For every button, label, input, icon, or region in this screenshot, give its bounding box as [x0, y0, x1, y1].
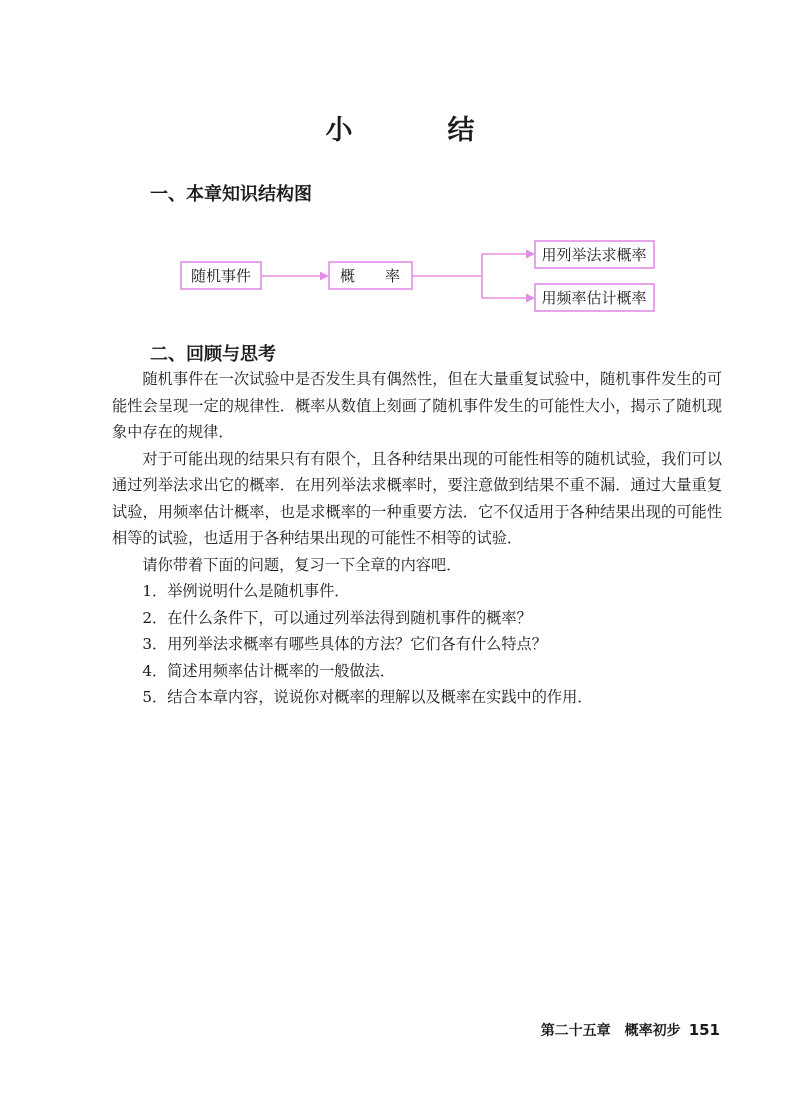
review-body: [112, 366, 722, 711]
page-number: 151: [688, 1021, 720, 1039]
box-label-enumeration: 用列举法求概率: [541, 246, 647, 264]
section-heading-review: 二、回顾与思考: [150, 344, 276, 365]
arrowhead-icon: [526, 250, 535, 259]
footer-chapter: 第二十五章 概率初步: [540, 1023, 681, 1039]
paragraph: 对于可能出现的结果只有有限个，且各种结果出现的可能性相等的随机试验，我们可以通过列举法求出它的概率．在用列举法求概率时，要注意做到结果不重不漏．通过大量重复试验，用频率估计概率，也是求概率的一种重要方法．它不仅适用于各种结果出现的可能性相等的试验，也适用于各种结果出现的可能性不相等的试验．: [112, 449, 722, 547]
question-item: 2．在什么条件下，可以通过列举法得到随机事件的概率？: [142, 608, 532, 627]
arrowhead-icon: [320, 272, 329, 281]
question-item: 3．用列举法求概率有哪些具体的方法？它们各有什么特点？: [142, 635, 547, 653]
paragraph: 请你带着下面的问题，复习一下全章的内容吧．: [142, 555, 462, 574]
paragraph: 随机事件在一次试验中是否发生具有偶然性，但在大量重复试验中，随机事件发生的可能性会呈现一定的规律性．概率从数值上刻画了随机事件发生的可能性大小，揭示了随机现象中存在的规律．: [112, 370, 722, 441]
page-footer: [541, 1020, 720, 1040]
question-item: 4．简述用频率估计概率的一般做法．: [142, 661, 396, 680]
section-heading-structure: 一、本章知识结构图: [150, 184, 312, 205]
arrowhead-icon: [526, 294, 535, 303]
page-title: 小 结: [325, 115, 509, 146]
box-label-frequency: 用频率估计概率: [541, 289, 647, 307]
box-label-probability: 概 率: [339, 267, 401, 285]
knowledge-structure-diagram: [0, 0, 800, 340]
question-item: 1．举例说明什么是随机事件．: [142, 582, 350, 600]
box-label-random-event: 随机事件: [190, 267, 252, 285]
question-item: 5．结合本章内容，说说你对概率的理解以及概率在实践中的作用．: [142, 688, 593, 706]
